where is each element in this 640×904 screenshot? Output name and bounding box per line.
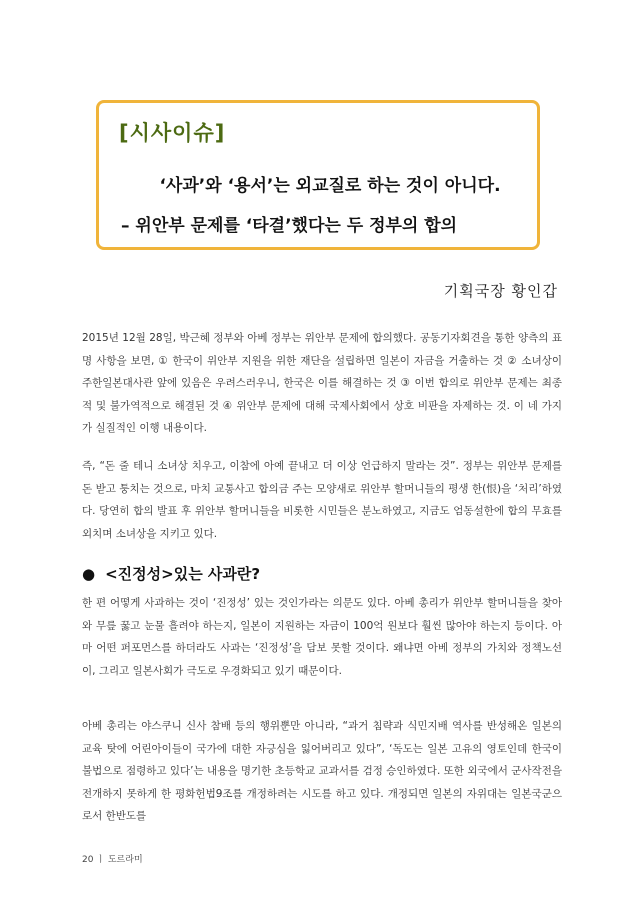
title-box (96, 100, 540, 250)
issue-kicker: [시사이슈] (119, 121, 226, 145)
bullet-icon: ● (82, 565, 96, 583)
section-heading-text: <진정성>있는 사과란? (105, 565, 261, 583)
paragraph: 아베 총리는 야스쿠니 신사 참배 등의 행위뿐만 아니라, “과거 침략과 식민지배 역사를 반성해온 일본의 교육 탓에 어린아이들이 국가에 대한 자긍심을 잃어버리고 있다”, ‘독도는 일본 고유의 영토인데 한국이 불법으로 점령하고 있다’는 내용을 명기한 초등학교 교과서를 검정 승인하였다. 또한 외국에서 군사작전을 전개하지 못하게 한 평화헌법9조를 개정하려는 시도를 하고 있다. 개정되면 일본의 자위대는 일본국군으로서 한반도를 (82, 720, 562, 822)
section-heading (82, 563, 260, 584)
paragraph: 즉, “돈 줄 테니 소녀상 치우고, 이참에 아예 끝내고 더 이상 언급하지 말라는 것”. 정부는 위안부 문제를 돈 받고 퉁치는 것으로, 마치 교통사고 합의금 주는 모양새로 위안부 할머니들의 평생 한(恨)을 ‘처리’하였다. 당연히 합의 발표 후 위안부 할머니들을 비롯한 시민들은 분노하였고, 지금도 엄동설한에 합의 무효를 외치며 소녀상을 지키고 있다. (82, 460, 562, 540)
paragraph: 한 편 어떻게 사과하는 것이 ‘진정성’ 있는 것인가라는 의문도 있다. 아베 총리가 위안부 할머니들을 찾아와 무릎 꿇고 눈물 흘려야 하는지, 일본이 지원하는 자금이 100억 원보다 훨씬 많아야 하는지 등이다. 아마 어떤 퍼포먼스를 하더라도 사과는 ‘진정성’을 담보 못할 것이다. 왜냐면 아베 정부의 가치와 정책노선이, 그리고 일본사회가 극도로 우경화되고 있기 때문이다. (82, 597, 562, 677)
article-headline: ‘사과’와 ‘용서’는 외교질로 하는 것이 아니다. (159, 176, 501, 196)
article-subheadline: – 위안부 문제를 ‘타결’했다는 두 정부의 합의 (121, 216, 458, 236)
page-footer: 20 ㅣ 도르라미 (82, 855, 143, 865)
author-byline: 기획국장 황인갑 (443, 282, 558, 300)
paragraph: 2015년 12월 28일, 박근혜 정부와 아베 정부는 위안부 문제에 합의했다. 공동기자회견을 통한 양측의 표명 사항을 보면, ① 한국이 위안부 지원을 위한 재단을 설립하면 일본이 자금을 거출하는 것 ② 소녀상이 주한일본대사관 앞에 있음은 우려스러우니, 한국은 이를 해결하는 것 ③ 이번 합의로 위안부 문제는 최종적 및 불가역적으로 해결된 것 ④ 위안부 문제에 대해 국제사회에서 상호 비판을 자제하는 것. 이 네 가지가 실질적인 이행 내용이다. (82, 332, 562, 434)
